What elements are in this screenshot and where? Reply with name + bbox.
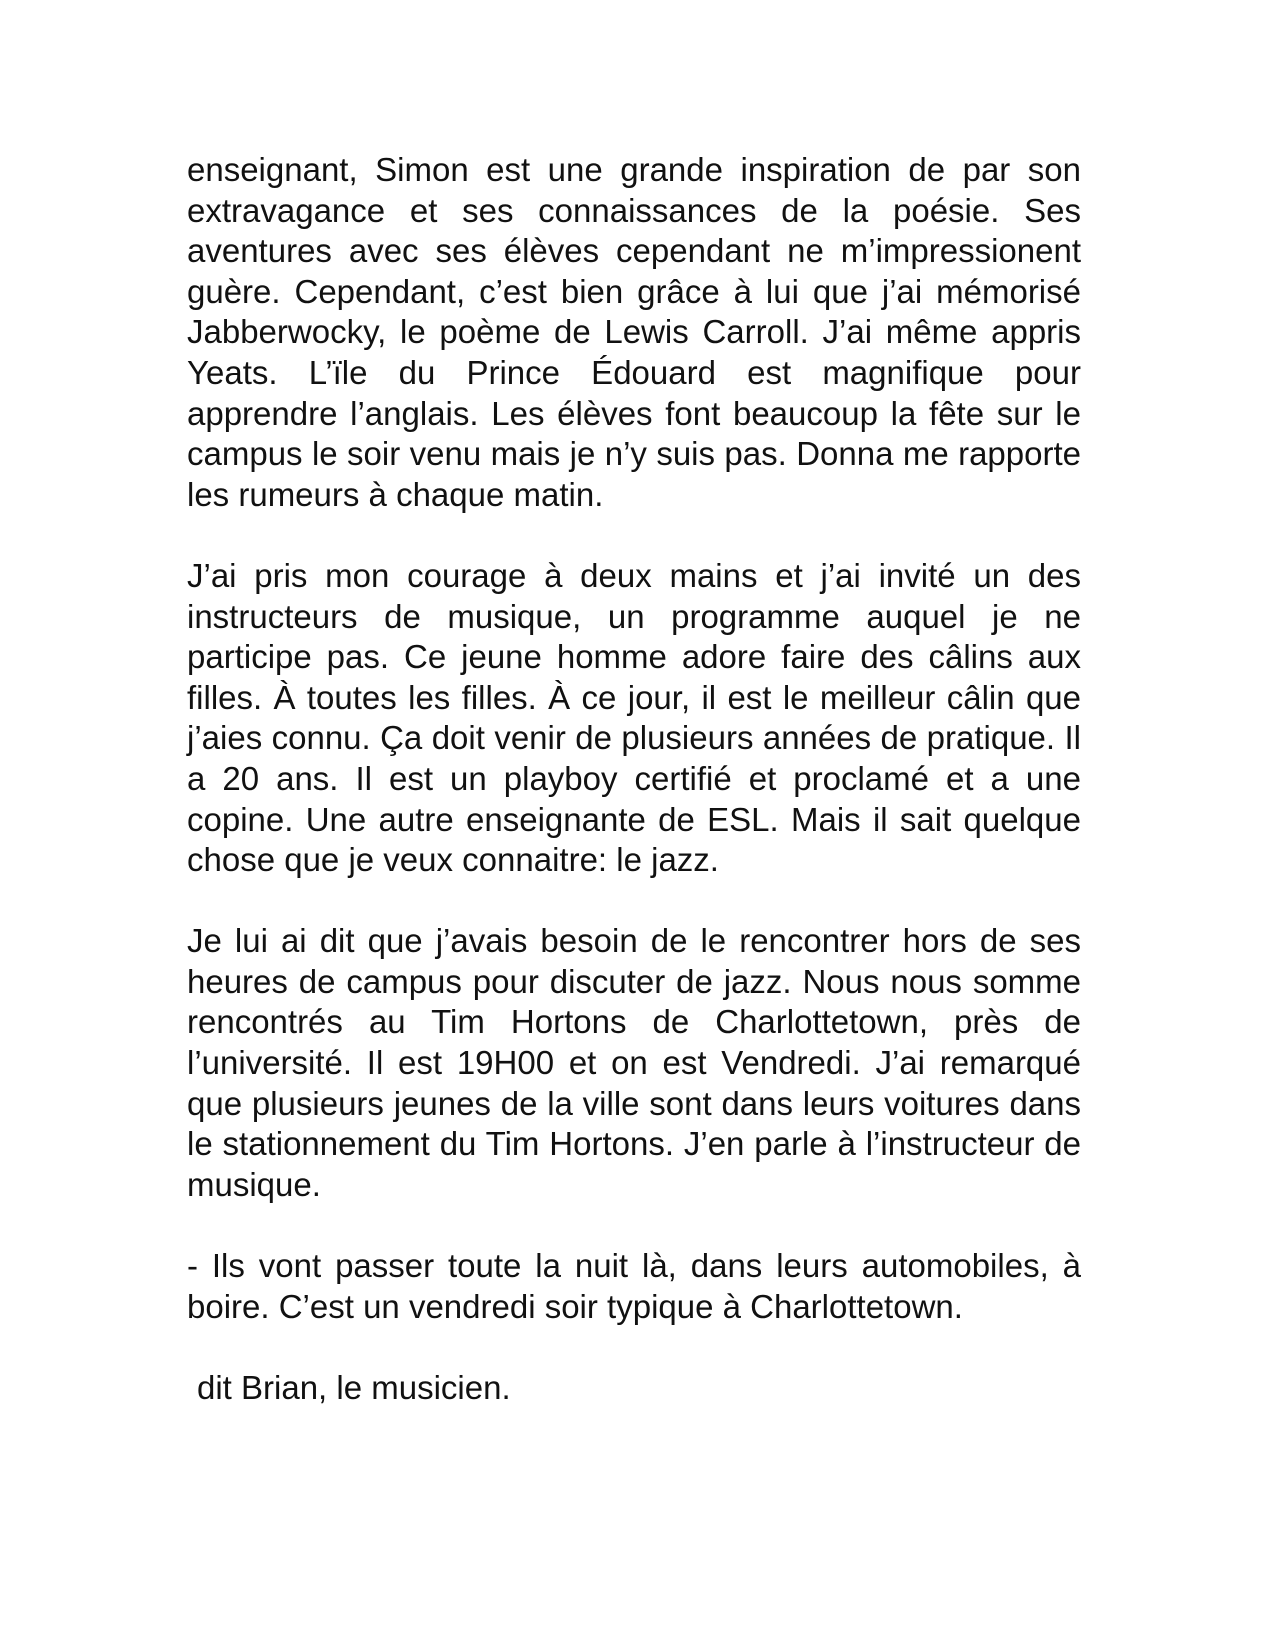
paragraph-2: J’ai pris mon courage à deux mains et j’ai invité un des instructeurs de musique, un programme auquel je ne participe pas. Ce jeune homme adore faire des câlins aux filles. À toutes les filles. À ce jour, il est le meilleur câlin que j’aies connu. Ça doit venir de plusieurs années de pratique. Il a 20 ans. Il est un playboy certifié et proclamé et a une copine. Une autre enseignante de ESL. Mais il sait quelque chose que je veux connaitre: le jazz. bbox=[187, 556, 1081, 879]
dialogue-line: - Ils vont passer toute la nuit là, dans leurs automobiles, à boire. C’est un vendredi soir typique à Charlottetown. bbox=[187, 1247, 1081, 1325]
paragraph-3: Je lui ai dit que j’avais besoin de le rencontrer hors de ses heures de campus pour discuter de jazz. Nous nous somme rencontrés au Tim Hortons de Charlottetown, près de l’université. Il est 19H00 et on est Vendredi. J’ai remarqué que plusieurs jeunes de la ville sont dans leurs voitures dans le stationnement du Tim Hortons. J’en parle à l’instructeur de musique. bbox=[187, 922, 1081, 1203]
paragraph-1: enseignant, Simon est une grande inspiration de par son extravagance et ses connaissances de la poésie. Ses aventures avec ses élèves cependant ne m’impressionent guère. Cependant, c’est bien grâce à lui que j’ai mémorisé Jabberwocky, le poème de Lewis Carroll. J’ai même appris Yeats. L’ïle du Prince Édouard est magnifique pour apprendre l’anglais. Les élèves font beaucoup la fête sur le campus le soir venu mais je n’y suis pas. Donna me rapporte les rumeurs à chaque matin. bbox=[187, 151, 1081, 513]
document-body bbox=[187, 150, 1081, 1408]
dialogue-attribution: dit Brian, le musicien. bbox=[197, 1368, 511, 1406]
